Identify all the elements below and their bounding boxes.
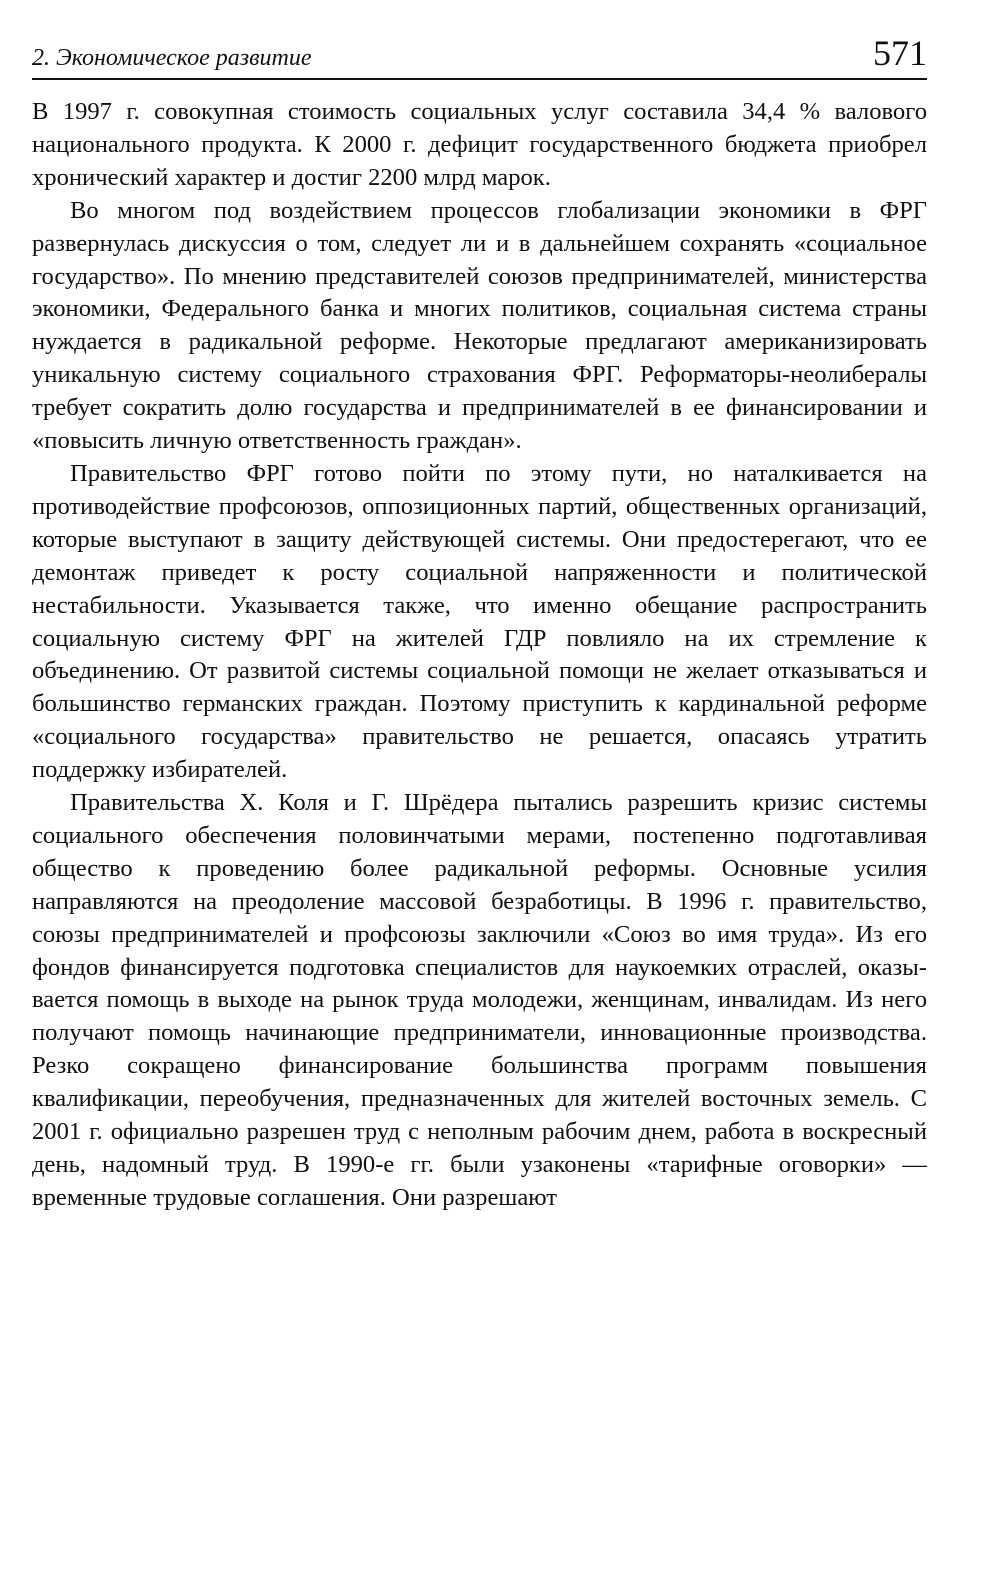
running-header <box>32 28 927 80</box>
paragraph: В 1997 г. совокупная стоимость социальных услуг составила 34,4 % валового национального продукта. К 2000 г. дефицит государственного бюджета приобрел хронический характер и достиг 2200 млрд марок. <box>32 98 927 191</box>
section-title: 2. Экономическое развитие <box>32 45 312 71</box>
paragraph: Во многом под воздействием процессов глобализации экономики в ФРГ развернулась дискуссия о том, следует ли и в дальнейшем сохранять «социальное государство». По мнению представителей союзов предпринимателей, министерства экономики, Федерального банка и многих политиков, социальная система страны нуждается в радикальной реформе. Некоторые предлагают американизировать уникальную систему социального страхования ФРГ. Реформаторы-неолибералы требует сократить долю государства и предпринимателей в ее финансировании и «повысить личную ответственность граждан». <box>32 196 927 455</box>
paragraph: Правительства Х. Коля и Г. Шрёдера пытались разрешить кризис системы социального обеспечения половинчатыми мерами, постепенно подготавливая общество к проведению более радикальной реформы. Основные усилия направляются на преодоление массовой безработицы. В 1996 г. правительство, союзы предпринимателей и профсоюзы заключили «Союз во имя труда». Из его фондов финансируется подготовка специалистов для наукоемких отраслей, оказывается помощь в выходе на рынок труда молодежи, женщинам, инвалидам. Из него получают помощь начинающие предприниматели, инновационные производства. Резко сокращено финансирование большинства программ повышения квалификации, переобучения, предназначенных для жителей восточных земель. С 2001 г. официально разрешен труд с неполным рабочим днем, работа в воскресный день, надомный труд. В 1990-е гг. были узаконены «тарифные оговорки» — временные трудовые соглашения. Они разрешают <box>32 789 927 1211</box>
page-number: 571 <box>873 33 927 73</box>
paragraph: Правительство ФРГ готово пойти по этому пути, но наталкивается на противодействие профсоюзов, оппозиционных партий, общественных организаций, которые выступают в защиту действующей системы. Они предостерегают, что ее демонтаж приведет к росту социальной напряженности и политической нестабильности. Указывается также, что именно обещание распространить социальную систему ФРГ на жителей ГДР повлияло на их стремление к объединению. От развитой системы социальной помощи не желает отказываться и большинство германских граждан. Поэтому приступить к кардинальной реформе «социального государства» правительство не решается, опасаясь утратить поддержку избирателей. <box>32 459 927 784</box>
book-page <box>32 28 927 1558</box>
body-text <box>32 96 927 1215</box>
